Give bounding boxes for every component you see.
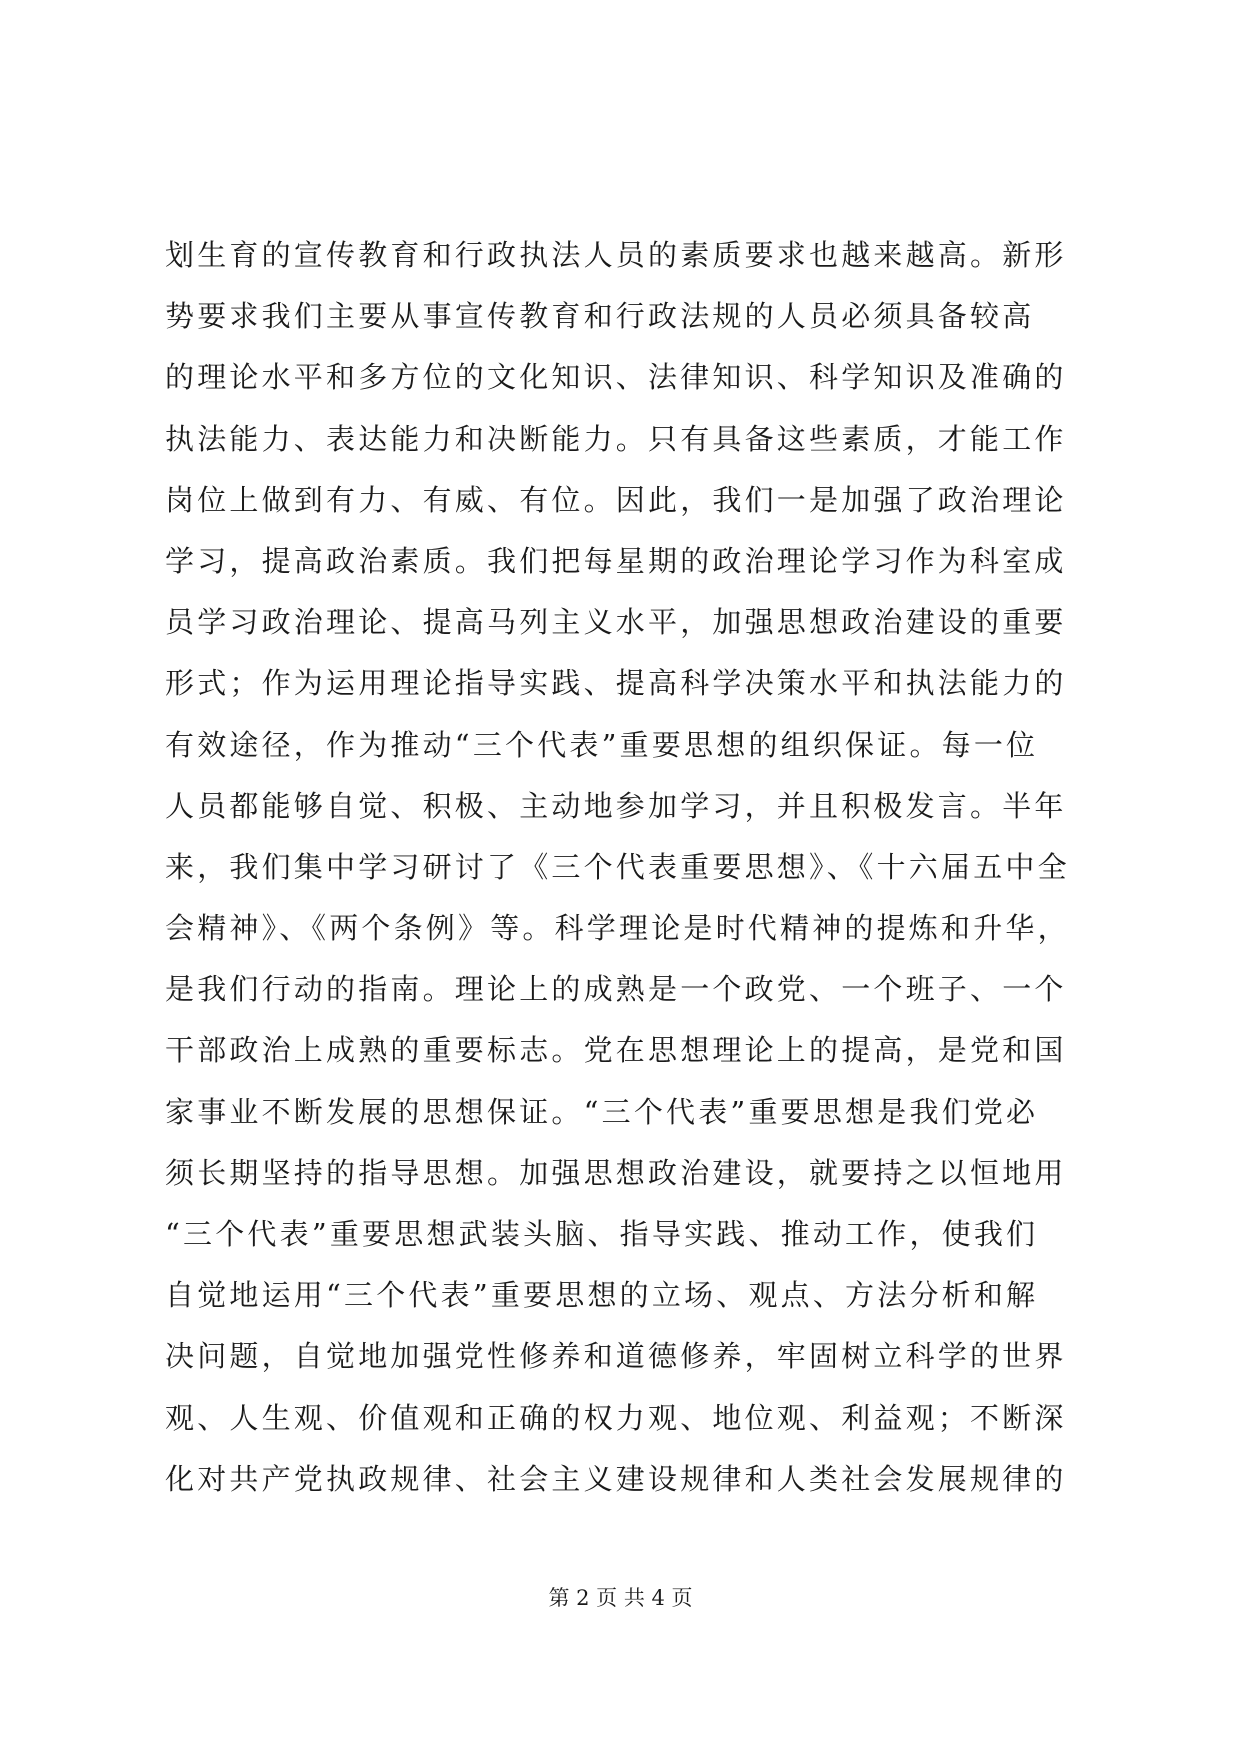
text-line: 学习，提高政治素质。我们把每星期的政治理论学习作为科室成 <box>165 543 1067 578</box>
text-line: 决问题，自觉地加强党性修养和道德修养，牢固树立科学的世界 <box>165 1339 1067 1374</box>
text-line: 划生育的宣传教育和行政执法人员的素质要求也越来越高。新形 <box>165 238 1067 272</box>
text-line: 是我们行动的指南。理论上的成熟是一个政党、一个班子、一个 <box>165 972 1067 1007</box>
text-line: 来，我们集中学习研讨了《三个代表重要思想》、《十六届五中全 <box>165 849 1070 884</box>
text-line: 化对共产党执政规律、社会主义建设规律和人类社会发展规律的 <box>165 1461 1067 1496</box>
text-line: 须长期坚持的指导思想。加强思想政治建设，就要持之以恒地用 <box>165 1155 1067 1190</box>
text-line: 形式；作为运用理论指导实践、提高科学决策水平和执法能力的 <box>165 666 1067 701</box>
page-number-label: 第 2 页 共 4 页 <box>548 1586 693 1610</box>
text-line: 的理论水平和多方位的文化知识、法律知识、科学知识及准确的 <box>165 360 1067 395</box>
text-line: 势要求我们主要从事宣传教育和行政法规的人员必须具备较高 <box>165 299 1035 334</box>
text-line: 人员都能够自觉、积极、主动地参加学习，并且积极发言。半年 <box>165 788 1067 823</box>
text-line: 会精神》、《两个条例》等。科学理论是时代精神的提炼和升华， <box>165 911 1070 946</box>
body-text <box>165 225 1090 1510</box>
text-line: 观、人生观、价值观和正确的权力观、地位观、利益观；不断深 <box>165 1400 1067 1435</box>
text-line: 家事业不断发展的思想保证。“三个代表”重要思想是我们党必 <box>165 1094 1039 1129</box>
text-line: 干部政治上成熟的重要标志。党在思想理论上的提高，是党和国 <box>165 1033 1067 1068</box>
text-line: “三个代表”重要思想武装头脑、指导实践、推动工作，使我们 <box>165 1217 1039 1251</box>
text-line: 自觉地运用“三个代表”重要思想的立场、观点、方法分析和解 <box>165 1278 1039 1313</box>
text-line: 岗位上做到有力、有威、有位。因此，我们一是加强了政治理论 <box>165 482 1067 517</box>
page-footer <box>0 1583 1241 1613</box>
text-line: 有效途径，作为推动“三个代表”重要思想的组织保证。每一位 <box>165 727 1039 762</box>
text-line: 员学习政治理论、提高马列主义水平，加强思想政治建设的重要 <box>165 605 1067 640</box>
text-line: 执法能力、表达能力和决断能力。只有具备这些素质，才能工作 <box>165 421 1067 456</box>
